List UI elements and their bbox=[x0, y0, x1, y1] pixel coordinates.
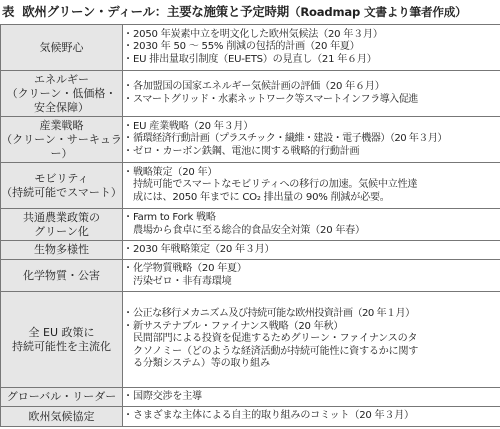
list-item: ・ EU 排出量取引制度（EU-ETS）の見直し（21 年６月） bbox=[123, 53, 377, 65]
table-title bbox=[2, 3, 498, 21]
items-cell bbox=[123, 388, 500, 407]
category-cell: 気候野心 bbox=[1, 25, 123, 71]
list-item: ・ 2050 年炭素中立を明文化した欧州気候法（20 年３月） bbox=[123, 28, 383, 40]
table-row-biodiversity bbox=[1, 241, 500, 260]
items-cell bbox=[123, 117, 500, 163]
list-item: ・ 2030 年 50 ～ 55% 削減の包括的計画（20 年夏） bbox=[123, 41, 360, 53]
list-item: ・ 各加盟国の国家エネルギー気候計画の評価（20 年６月） bbox=[123, 80, 385, 92]
list-item: ・ 新サステナブル・ファイナンス戦略（20 年秋） 民間部門による投資を促進するためグリーン・ファイナンスのタ クソノミー（どのような経済活動が持続可能性に資するかに関す る分類システム）等の取り組み bbox=[123, 320, 419, 370]
list-item: ・ 戦略策定（20 年） 持続可能でスマートなモビリティへの移行の加速。気候中立性達 成には、2050 年までに CO₂ 排出量の 90% 削減が必要。 bbox=[123, 166, 418, 203]
table-row-mobility bbox=[1, 163, 500, 209]
bullet-icon: ・ bbox=[123, 145, 133, 157]
list-item: ・ スマートグリッド・水素ネットワーク等スマートインフラ導入促進 bbox=[123, 93, 418, 105]
table-source-note: （Roadmap 文書より筆者作成） bbox=[288, 5, 467, 19]
table-row-industrial-strategy bbox=[1, 117, 500, 163]
list-item: ・ さまざまな主体による自主的取り組みのコミット（20 年３月） bbox=[123, 410, 414, 422]
table-row-global-leader bbox=[1, 388, 500, 407]
table-row-chemicals bbox=[1, 260, 500, 292]
bullet-icon: ・ bbox=[123, 211, 133, 223]
table-heading: 欧州グリーン・ディール：主要な施策と予定時期 bbox=[22, 4, 289, 19]
bullet-icon: ・ bbox=[123, 93, 133, 105]
category-cell: 全 EU 政策に 持続可能性を主流化 bbox=[1, 292, 123, 388]
bullet-icon: ・ bbox=[123, 262, 133, 274]
table-row-climate-pact bbox=[1, 407, 500, 427]
items-cell bbox=[123, 407, 500, 427]
policy-table bbox=[0, 24, 500, 427]
table-row-climate-ambition bbox=[1, 25, 500, 71]
list-item: ・ 化学物質戦略（20 年夏） 汚染ゼロ・非有毒環境 bbox=[123, 262, 247, 287]
items-cell bbox=[123, 71, 500, 117]
list-item: ・ 2030 年戦略策定（20 年３月） bbox=[123, 243, 275, 255]
table-label: 表 bbox=[2, 4, 15, 19]
category-cell: 化学物質・公害 bbox=[1, 260, 123, 292]
bullet-icon: ・ bbox=[123, 308, 133, 320]
category-cell: 欧州気候協定 bbox=[1, 407, 123, 427]
items-cell bbox=[123, 163, 500, 209]
items-cell bbox=[123, 209, 500, 241]
bullet-icon: ・ bbox=[123, 53, 133, 65]
items-cell bbox=[123, 292, 500, 388]
table-row-sustainability-mainstreaming bbox=[1, 292, 500, 388]
list-item: ・ EU 産業戦略（20 年３月） bbox=[123, 120, 254, 132]
bullet-icon: ・ bbox=[123, 28, 133, 40]
category-cell: エネルギー （クリーン・低価格・ 安全保障） bbox=[1, 71, 123, 117]
bullet-icon: ・ bbox=[123, 243, 133, 255]
bullet-icon: ・ bbox=[123, 390, 133, 402]
list-item: ・ 国際交渉を主導 bbox=[123, 390, 202, 402]
category-cell: 共通農業政策の グリーン化 bbox=[1, 209, 123, 241]
bullet-icon: ・ bbox=[123, 120, 133, 132]
table-row-agriculture bbox=[1, 209, 500, 241]
category-cell: モビリティ （持続可能でスマート） bbox=[1, 163, 123, 209]
list-item: ・ ゼロ・カーボン鉄鋼、電池に関する戦略的行動計画 bbox=[123, 145, 360, 157]
bullet-icon: ・ bbox=[123, 410, 133, 422]
bullet-icon: ・ bbox=[123, 166, 133, 178]
category-cell: 産業戦略 （クリーン・サーキュラー） bbox=[1, 117, 123, 163]
bullet-icon: ・ bbox=[123, 80, 133, 92]
items-cell bbox=[123, 260, 500, 292]
items-cell bbox=[123, 25, 500, 71]
list-item: ・ 循環経済行動計画（プラスチック・繊維・建設・電子機器）（20 年３月） bbox=[123, 133, 447, 145]
bullet-icon: ・ bbox=[123, 133, 133, 145]
list-item: ・ Farm to Fork 戦略 農場から食卓に至る総合的食品安全対策（20 年春） bbox=[123, 211, 365, 236]
bullet-icon: ・ bbox=[123, 320, 133, 332]
category-cell: グローバル・リーダー bbox=[1, 388, 123, 407]
bullet-icon: ・ bbox=[123, 41, 133, 53]
table-row-energy bbox=[1, 71, 500, 117]
list-item: ・ 公正な移行メカニズム及び持続可能な欧州投資計画（20 年１月） bbox=[123, 308, 415, 320]
items-cell bbox=[123, 241, 500, 260]
category-cell: 生物多様性 bbox=[1, 241, 123, 260]
